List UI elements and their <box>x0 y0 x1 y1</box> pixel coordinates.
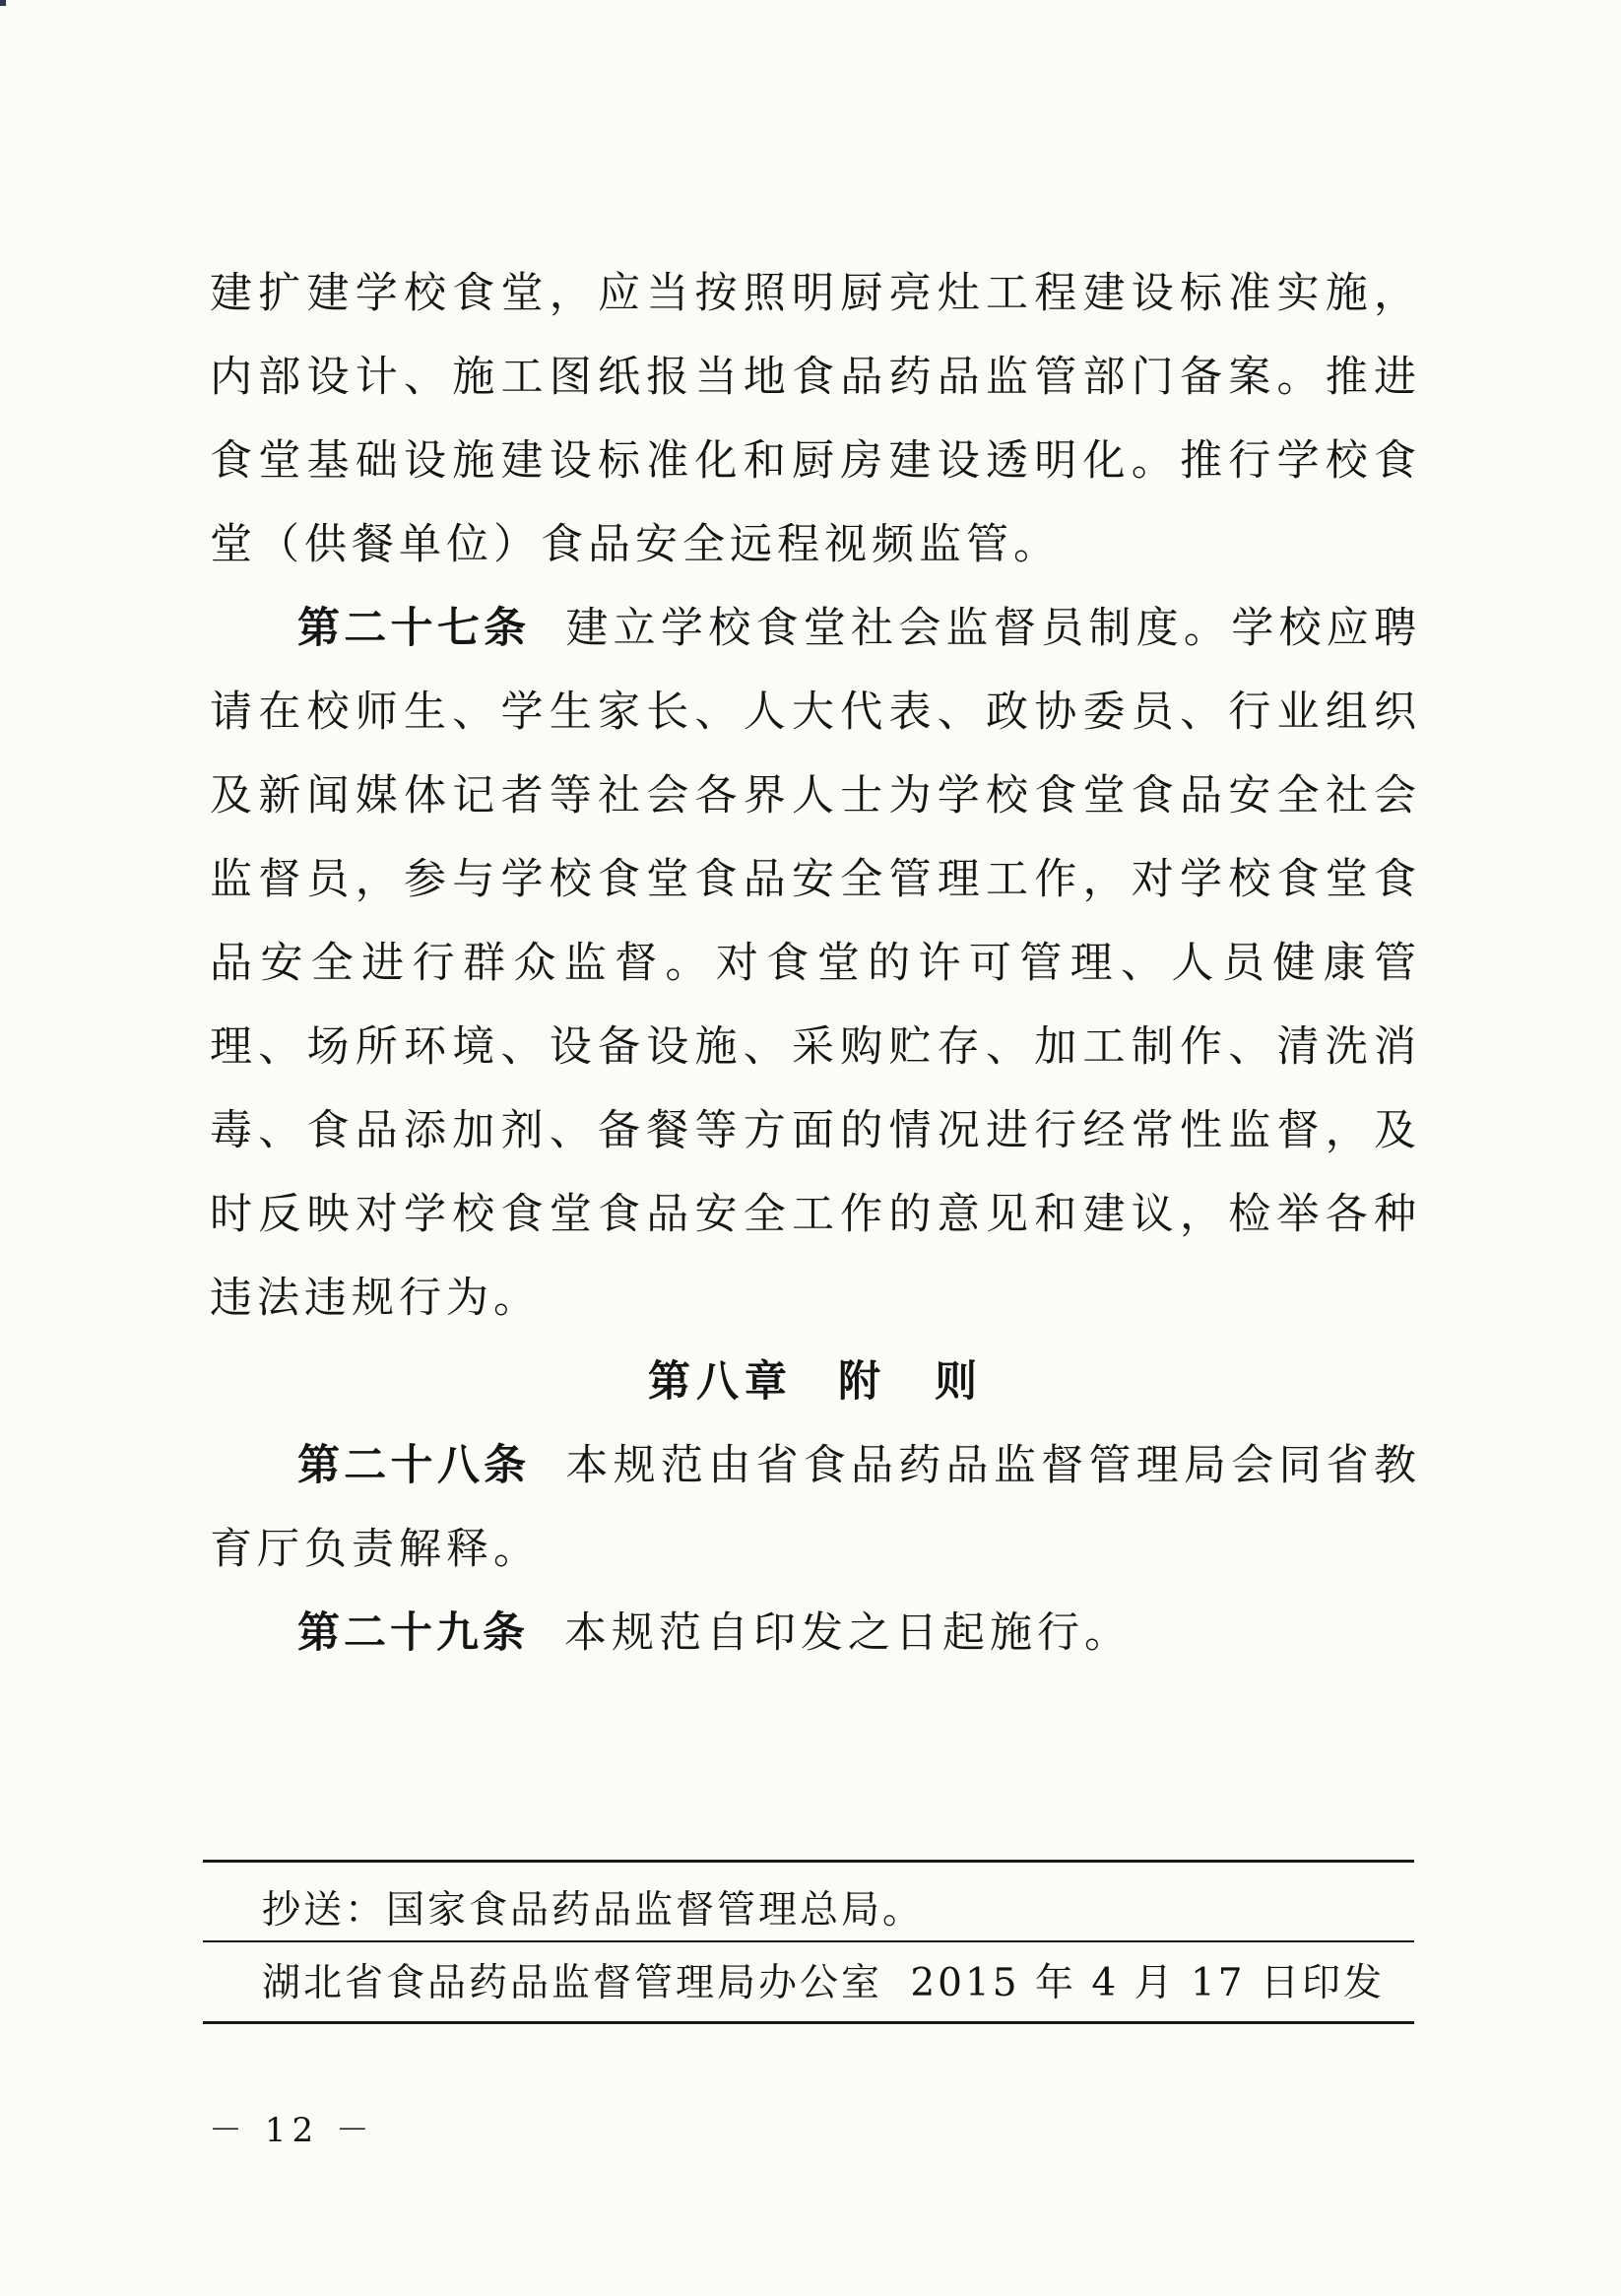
article-27 <box>210 587 1421 1341</box>
chapter-8-number: 第八章 <box>648 1357 793 1407</box>
document-body <box>210 252 1421 1675</box>
issue-line <box>203 1952 1414 2007</box>
cc-line: 抄送：国家食品药品监督管理总局。 <box>262 1888 925 1933</box>
footer-top-rule <box>203 1860 1414 1863</box>
issue-date: 2015 年 4 月 17 日印发 <box>910 1961 1385 2005</box>
scan-corner-mark <box>0 0 6 6</box>
article-28-heading: 第二十八条 <box>297 1441 531 1490</box>
issuer-office: 湖北省食品药品监督管理局办公室 <box>262 1961 883 2005</box>
continued-paragraph: 建扩建学校食堂，应当按照明厨亮灶工程建设标准实施，内部设计、施工图纸报当地食品药品监管部门备案。推进食堂基础设施建设标准化和厨房建设透明化。推行学校食堂（供餐单位）食品安全远程视频监管。 <box>210 269 1421 569</box>
article-29-text: 本规范自印发之日起施行。 <box>564 1608 1132 1658</box>
chapter-8-title: 附 则 <box>838 1357 983 1407</box>
article-28-text: 本规范由省食品药品监督管理局会同省教育厅负责解释。 <box>210 1441 1422 1574</box>
article-29-heading: 第二十九条 <box>297 1608 529 1658</box>
article-28 <box>210 1424 1421 1592</box>
page-number: － 12 － <box>209 2111 375 2150</box>
article-27-text: 建立学校食堂社会监督员制度。学校应聘请在校师生、学生家长、人大代表、政协委员、行业组织及新闻媒体记者等社会各界人士为学校食堂食品安全社会监督员，参与学校食堂食品安全管理工作，对学校食堂食品安全进行群众监督。对食堂的许可管理、人员健康管理、场所环境、设备设施、采购贮存、加工制作、清洗消毒、食品添加剂、备餐等方面的情况进行经常性监督，及时反映对学校食堂食品安全工作的意见和建议，检举各种违法违规行为。 <box>210 604 1422 1323</box>
footer-bottom-rule <box>203 2021 1414 2024</box>
article-29 <box>210 1592 1421 1675</box>
chapter-8-heading <box>210 1341 1421 1424</box>
footer-middle-rule <box>203 1940 1414 1942</box>
article-27-heading: 第二十七条 <box>297 604 531 653</box>
